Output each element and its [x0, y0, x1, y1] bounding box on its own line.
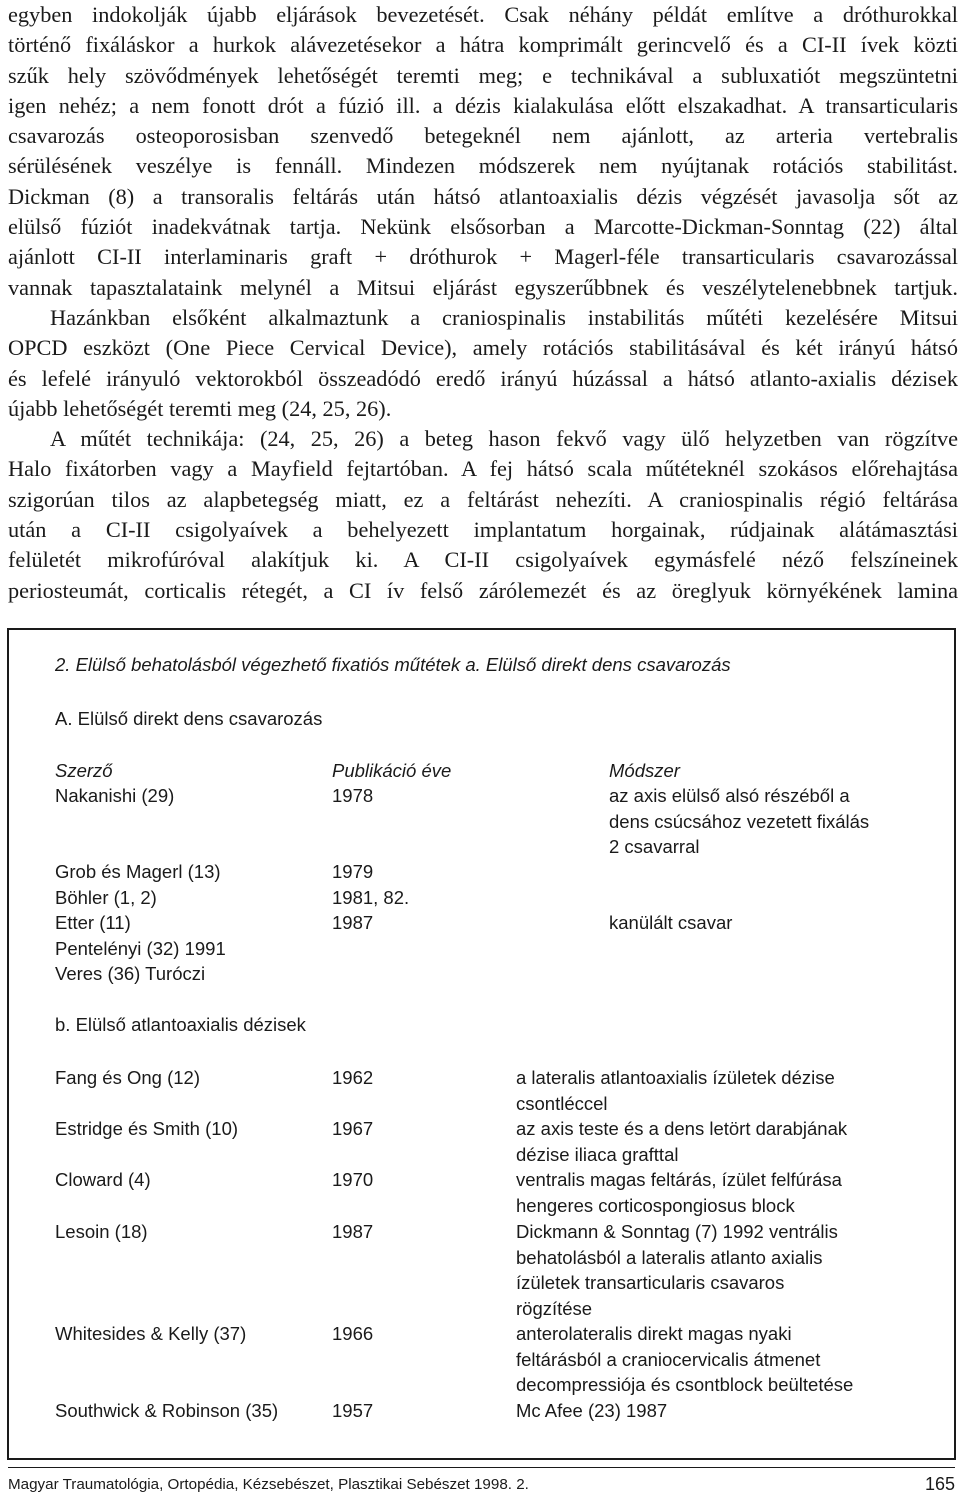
- text-line: periosteumát, corticalis rétegét, a CI ív felső zárólemezét és az öreglyuk környékének lamina: [8, 577, 958, 603]
- method-line: feltárásból a craniocervicalis átmenet: [516, 1348, 821, 1370]
- table-row-method: [516, 1321, 853, 1398]
- method-line: hengeres corticospongiosus block: [516, 1194, 795, 1216]
- text-line: egyben indokolják újabb eljárások bevezetését. Csak néhány példát említve a dróthurokkal: [8, 2, 958, 27]
- table-row-year: 1978: [332, 785, 374, 806]
- text-line: csavarozás osteoporosisban szenvedő betegeknél nem ajánlott, az arteria vertebralis: [8, 123, 958, 149]
- section-a-title: A. Elülső direkt dens csavarozás: [55, 708, 323, 729]
- paragraph-3: [8, 424, 958, 606]
- text-line: és lefelé irányuló vektorokból összeadódó eredő irányú húzással a hátsó atlanto-axialis dézisek: [8, 365, 958, 391]
- page-number: 165: [924, 1474, 955, 1494]
- table-row-method: [516, 1065, 835, 1116]
- method-line: dézise iliaca grafttal: [516, 1143, 679, 1165]
- header-method: Módszer: [609, 760, 680, 781]
- text-line: OPCD eszközt (One Piece Cervical Device), amely rotációs stabilitásával és két irányú hátsó: [8, 335, 958, 361]
- table-row-year: 1981, 82.: [332, 887, 410, 908]
- method-line: az axis teste és a dens letört darabjának: [516, 1118, 848, 1139]
- paragraph-1: [8, 0, 958, 303]
- table-row-author: Cloward (4): [55, 1169, 151, 1190]
- table-row-author: Grob és Magerl (13): [55, 861, 221, 882]
- table-title: 2. Elülső behatolásból végezhető fixatiós műtétek a. Elülső direkt dens csavarozás: [55, 654, 731, 675]
- method-line: anterolateralis direkt magas nyaki: [516, 1323, 792, 1344]
- table-row-year: 1967: [332, 1118, 374, 1139]
- table-row-year: 1962: [332, 1067, 374, 1088]
- method-line: a lateralis atlantoaxialis ízületek dézise: [516, 1067, 835, 1088]
- method-line: behatolásból a lateralis atlanto axialis: [516, 1246, 823, 1268]
- table-row-year: 1987: [332, 912, 374, 933]
- text-line: felületét mikrofúróval alakítjuk ki. A CI-II csigolyaívek egymásfelé néző felszíneinek: [8, 547, 958, 573]
- body-text: [8, 0, 958, 606]
- text-line: újabb lehetőségét teremti meg (24, 25, 26).: [8, 395, 392, 421]
- method-line: 2 csavarral: [609, 836, 700, 857]
- table-row-year: 1979: [332, 861, 374, 882]
- text-line: történő fixáláskor a hurkok alávezetésekor a hátra komprimált gerincvelő és a CI-II ívek közti: [8, 32, 958, 58]
- table-row-method: [516, 1116, 847, 1167]
- table-row-author: Etter (11): [55, 912, 131, 933]
- text-line: ajánlott CI-II interlaminaris graft + dróthurok + Magerl-féle transarticularis csavarozással: [8, 244, 958, 270]
- text-line: Dickman (8) a transoralis feltárás után hátsó atlantoaxialis dézis végzését javasolja sőt az: [8, 183, 958, 209]
- fixation-table: [7, 628, 956, 1460]
- text-line: igen nehéz; a nem fonott drót a fúzió ill. a dézis kialakulása előtt elszakadhat. A transarticularis: [8, 92, 958, 118]
- table-row-author: Fang és Ong (12): [55, 1067, 200, 1088]
- text-line: elülső fúziót inadekvátnak tartja. Nekünk elsősorban a Marcotte-Dickman-Sonntag (22) által: [8, 214, 958, 240]
- section-b-title: b. Elülső atlantoaxialis dézisek: [55, 1014, 306, 1035]
- method-line: az axis elülső alsó részéből a: [609, 785, 850, 806]
- text-line: vannak tapasztalataink melynél a Mitsui eljárást egyszerűbbnek és veszélytelenebbnek tartjuk.: [8, 274, 958, 300]
- method-line: rögzítése: [516, 1297, 593, 1319]
- page-footer: [8, 1467, 955, 1494]
- method-line: dens csúcsához vezetett fixálás: [609, 810, 870, 832]
- text-line: A műtét technikája: (24, 25, 26) a beteg hason fekvő vagy ülő helyzetben van rögzítve: [50, 426, 958, 452]
- table-row-author: Estridge és Smith (10): [55, 1118, 239, 1139]
- header-year: Publikáció éve: [332, 760, 452, 781]
- method-line: Dickmann & Sonntag (7) 1992 ventrális: [516, 1221, 838, 1242]
- text-line: után a CI-II csigolyaívek a behelyezett implantatum horgainak, rúdjainak alátámasztási: [8, 517, 958, 543]
- table-row-method: kanülált csavar: [609, 912, 733, 933]
- text-line: szigorúan tilos az alapbetegség miatt, ez a feltárást nehezíti. A craniospinalis régió feltárása: [8, 486, 958, 512]
- text-line: Halo fixátorben vagy a Mayfield fejtartóban. A fej hátsó scala műtéteknél szokásos előrehajtása: [8, 456, 958, 482]
- method-line: ízületek transarticularis csavaros: [516, 1272, 785, 1293]
- table-row-author: Lesoin (18): [55, 1221, 148, 1242]
- table-row-author: Nakanishi (29): [55, 785, 175, 806]
- table-row-method: Mc Afee (23) 1987: [516, 1400, 668, 1421]
- table-row-method: [516, 1167, 842, 1218]
- table-row-author: Southwick & Robinson (35): [55, 1400, 279, 1421]
- table-row-method: [516, 1219, 838, 1321]
- table-row-author: Whitesides & Kelly (37): [55, 1323, 247, 1344]
- table-row-year: 1957: [332, 1400, 374, 1421]
- method-line: csontléccel: [516, 1092, 608, 1114]
- header-author: Szerző: [55, 760, 113, 781]
- table-row-author: Veres (36) Turóczi: [55, 963, 206, 984]
- table-row-year: 1987: [332, 1221, 374, 1242]
- table-row-method: [609, 783, 869, 860]
- table-row-year: 1970: [332, 1169, 374, 1190]
- method-line: ventralis magas feltárás, ízület felfúrása: [516, 1169, 842, 1190]
- table-row-author: Böhler (1, 2): [55, 887, 157, 908]
- method-line: decompressiója és csontblock beültetése: [516, 1374, 854, 1395]
- paragraph-2: [8, 303, 958, 424]
- text-line: sérülésének veszélye is fennáll. Mindezen módszerek nem nyújtanak rotációs stabilitást.: [8, 153, 958, 179]
- text-line: Hazánkban elsőként alkalmaztunk a craniospinalis instabilitás műtéti kezelésére Mitsui: [50, 304, 958, 330]
- table-row-year: 1966: [332, 1323, 374, 1344]
- journal-name: Magyar Traumatológia, Ortopédia, Kézsebészet, Plasztikai Sebészet 1998. 2.: [8, 1476, 529, 1493]
- table-row-author: Pentelényi (32) 1991: [55, 938, 226, 959]
- text-line: szűk hely szövődmények lehetőségét teremti meg; e technikával a subluxatiót megszüntetni: [8, 62, 958, 88]
